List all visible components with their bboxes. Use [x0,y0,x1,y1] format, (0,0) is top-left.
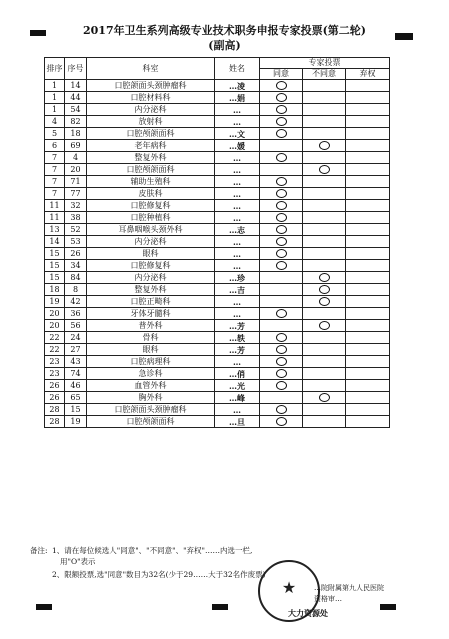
notes-line-2: 2、限额投票,选"同意"数目为32名(少于29……大于32名作废票) [52,570,266,579]
seq-cell: 84 [65,272,87,284]
rank-cell: 26 [45,392,65,404]
vote-abstain-cell[interactable] [346,272,390,284]
vote-agree-cell[interactable] [260,332,303,344]
col-header-vote-group: 专家投票 [260,58,390,69]
vote-circle-icon [276,129,287,138]
vote-circle-icon [276,117,287,126]
table-row [45,176,390,188]
notes-line-1: 1、请在每位候选人"同意"、"不同意"、"弃权"……内选一栏, [52,546,253,555]
table-row [45,260,390,272]
name-cell: … [215,356,260,368]
table-row [45,332,390,344]
seq-cell: 38 [65,212,87,224]
rank-cell: 7 [45,176,65,188]
rank-cell: 6 [45,140,65,152]
vote-disagree-cell[interactable] [303,128,346,140]
vote-circle-icon [276,417,287,426]
table-row [45,200,390,212]
notes-label: 备注: [30,546,48,555]
vote-disagree-cell[interactable] [303,380,346,392]
vote-abstain-cell[interactable] [346,92,390,104]
rank-cell: 15 [45,260,65,272]
name-cell: …娟 [215,92,260,104]
dept-cell: 整复外科 [87,284,215,296]
name-cell: … [215,176,260,188]
vote-agree-cell[interactable] [260,128,303,140]
table-row [45,152,390,164]
table-row [45,140,390,152]
vote-circle-icon [276,309,287,318]
seq-cell: 82 [65,116,87,128]
vote-abstain-cell[interactable] [346,212,390,224]
page-title: 2017年卫生系列高级专业技术职务申报专家投票(第二轮) [82,24,367,37]
dept-cell: 牙体牙髓科 [87,308,215,320]
vote-circle-icon [319,393,330,402]
vote-agree-cell[interactable] [260,176,303,188]
seq-cell: 74 [65,368,87,380]
vote-disagree-cell[interactable] [303,404,346,416]
name-cell: …媛 [215,140,260,152]
rank-cell: 22 [45,344,65,356]
rank-cell: 22 [45,332,65,344]
vote-disagree-cell[interactable] [303,92,346,104]
table-row [45,320,390,332]
name-cell: …芳 [215,344,260,356]
seq-cell: 43 [65,356,87,368]
rank-cell: 1 [45,80,65,92]
vote-agree-cell[interactable] [260,284,303,296]
name-cell: … [215,200,260,212]
name-cell: …吉 [215,284,260,296]
vote-circle-icon [276,201,287,210]
rank-cell: 15 [45,272,65,284]
dept-cell: 骨科 [87,332,215,344]
seq-cell: 26 [65,248,87,260]
vote-agree-cell[interactable] [260,104,303,116]
vote-agree-cell[interactable] [260,344,303,356]
vote-disagree-cell[interactable] [303,104,346,116]
vote-abstain-cell[interactable] [346,188,390,200]
dept-cell: 耳鼻咽喉头颈外科 [87,224,215,236]
seq-cell: 36 [65,308,87,320]
vote-agree-cell[interactable] [260,308,303,320]
dept-cell: 口腔颌面头颈肿瘤科 [87,404,215,416]
name-cell: …芳 [215,320,260,332]
col-header-dept: 科室 [87,58,215,80]
vote-disagree-cell[interactable] [303,392,346,404]
table-row [45,164,390,176]
table-row [45,344,390,356]
vote-abstain-cell[interactable] [346,308,390,320]
dept-cell: 口腔正畸科 [87,296,215,308]
vote-abstain-cell[interactable] [346,296,390,308]
col-header-abstain: 弃权 [346,69,390,80]
vote-agree-cell[interactable] [260,404,303,416]
vote-abstain-cell[interactable] [346,320,390,332]
dept-cell: 口腔种植科 [87,212,215,224]
vote-disagree-cell[interactable] [303,308,346,320]
page-subtitle: (副高) [208,39,241,52]
table-row [45,128,390,140]
rank-cell: 20 [45,308,65,320]
vote-circle-icon [276,345,287,354]
vote-disagree-cell[interactable] [303,188,346,200]
name-cell: … [215,308,260,320]
vote-disagree-cell[interactable] [303,368,346,380]
vote-abstain-cell[interactable] [346,224,390,236]
dept-cell: 放射科 [87,116,215,128]
rank-cell: 11 [45,212,65,224]
vote-disagree-cell[interactable] [303,212,346,224]
seq-cell: 8 [65,284,87,296]
dept-cell: 胸外科 [87,392,215,404]
name-cell: …峰 [215,392,260,404]
vote-abstain-cell[interactable] [346,236,390,248]
vote-abstain-cell[interactable] [346,164,390,176]
table-row [45,80,390,92]
table-row [45,416,390,428]
vote-abstain-cell[interactable] [346,392,390,404]
vote-circle-icon [276,405,287,414]
table-row [45,272,390,284]
vote-abstain-cell[interactable] [346,116,390,128]
name-cell: … [215,212,260,224]
dept-cell: 急诊科 [87,368,215,380]
vote-abstain-cell[interactable] [346,416,390,428]
vote-abstain-cell[interactable] [346,140,390,152]
vote-agree-cell[interactable] [260,80,303,92]
vote-abstain-cell[interactable] [346,356,390,368]
rank-cell: 19 [45,296,65,308]
table-row [45,392,390,404]
vote-circle-icon [276,225,287,234]
name-cell: … [215,296,260,308]
rank-cell: 15 [45,248,65,260]
dept-cell: 内分泌科 [87,272,215,284]
vote-disagree-cell[interactable] [303,116,346,128]
dept-cell: 口腔材料科 [87,92,215,104]
vote-agree-cell[interactable] [260,140,303,152]
dept-cell: 血管外科 [87,380,215,392]
name-cell: …珍 [215,272,260,284]
vote-agree-cell[interactable] [260,200,303,212]
vote-circle-icon [319,297,330,306]
vote-agree-cell[interactable] [260,392,303,404]
name-cell: … [215,260,260,272]
vote-agree-cell[interactable] [260,224,303,236]
seq-cell: 20 [65,164,87,176]
vote-disagree-cell[interactable] [303,224,346,236]
vote-agree-cell[interactable] [260,188,303,200]
registration-mark-bottom-left [36,604,52,610]
col-header-seq: 序号 [65,58,87,80]
col-header-name: 姓名 [215,58,260,80]
seq-cell: 14 [65,80,87,92]
vote-abstain-cell[interactable] [346,128,390,140]
registration-mark-bottom-center [212,604,228,610]
notes-line-1b: 用"O"表示 [60,557,96,566]
vote-circle-icon [276,369,287,378]
name-cell: …俏 [215,368,260,380]
vote-disagree-cell[interactable] [303,320,346,332]
table-row [45,104,390,116]
rank-cell: 14 [45,236,65,248]
table-row [45,356,390,368]
dept-cell: 整复外科 [87,152,215,164]
vote-disagree-cell[interactable] [303,152,346,164]
rank-cell: 20 [45,320,65,332]
seq-cell: 18 [65,128,87,140]
dept-cell: 口腔病理科 [87,356,215,368]
table-row [45,380,390,392]
dept-cell: 口腔颌面头颈肿瘤科 [87,80,215,92]
seq-cell: 15 [65,404,87,416]
rank-cell: 23 [45,356,65,368]
seq-cell: 44 [65,92,87,104]
dept-cell: 内分泌科 [87,236,215,248]
vote-disagree-cell[interactable] [303,272,346,284]
vote-circle-icon [276,81,287,90]
vote-circle-icon [276,189,287,198]
rank-cell: 13 [45,224,65,236]
rank-cell: 28 [45,404,65,416]
table-row [45,404,390,416]
vote-circle-icon [276,249,287,258]
col-header-disagree: 不同意 [303,69,346,80]
name-cell: … [215,188,260,200]
table-row [45,248,390,260]
dept-cell: 眼科 [87,248,215,260]
vote-abstain-cell[interactable] [346,380,390,392]
vote-circle-icon [319,141,330,150]
rank-cell: 7 [45,164,65,176]
seq-cell: 53 [65,236,87,248]
vote-circle-icon [276,177,287,186]
vote-disagree-cell[interactable] [303,296,346,308]
vote-abstain-cell[interactable] [346,344,390,356]
col-header-agree: 同意 [260,69,303,80]
dept-cell: 老年病科 [87,140,215,152]
seq-cell: 34 [65,260,87,272]
vote-disagree-cell[interactable] [303,164,346,176]
seq-cell: 69 [65,140,87,152]
rank-cell: 11 [45,200,65,212]
vote-abstain-cell[interactable] [346,404,390,416]
vote-agree-cell[interactable] [260,212,303,224]
vote-circle-icon [276,381,287,390]
seq-cell: 65 [65,392,87,404]
rank-cell: 1 [45,92,65,104]
vote-disagree-cell[interactable] [303,176,346,188]
vote-agree-cell[interactable] [260,416,303,428]
dept-cell: 辅助生殖科 [87,176,215,188]
registration-mark-bottom-right [380,604,396,610]
vote-disagree-cell[interactable] [303,236,346,248]
vote-circle-icon [276,261,287,270]
seq-cell: 52 [65,224,87,236]
vote-agree-cell[interactable] [260,296,303,308]
dept-cell: 口腔颅颌面科 [87,164,215,176]
rank-cell: 7 [45,188,65,200]
seq-cell: 46 [65,380,87,392]
vote-disagree-cell[interactable] [303,80,346,92]
table-row [45,296,390,308]
name-cell: …文 [215,128,260,140]
seq-cell: 4 [65,152,87,164]
seq-cell: 71 [65,176,87,188]
rank-cell: 28 [45,416,65,428]
vote-disagree-cell[interactable] [303,416,346,428]
vote-abstain-cell[interactable] [346,104,390,116]
department-signature: 大力资源处 [288,608,328,618]
vote-abstain-cell[interactable] [346,80,390,92]
vote-abstain-cell[interactable] [346,200,390,212]
vote-circle-icon [319,285,330,294]
rank-cell: 5 [45,128,65,140]
vote-agree-cell[interactable] [260,272,303,284]
vote-abstain-cell[interactable] [346,332,390,344]
rank-cell: 4 [45,116,65,128]
vote-circle-icon [276,357,287,366]
vote-abstain-cell[interactable] [346,248,390,260]
vote-agree-cell[interactable] [260,92,303,104]
vote-abstain-cell[interactable] [346,284,390,296]
vote-disagree-cell[interactable] [303,140,346,152]
vote-circle-icon [276,237,287,246]
vote-agree-cell[interactable] [260,152,303,164]
table-row [45,284,390,296]
dept-cell: 口腔修复科 [87,200,215,212]
vote-disagree-cell[interactable] [303,344,346,356]
seq-cell: 56 [65,320,87,332]
table-row [45,92,390,104]
table-body [45,80,390,428]
vote-abstain-cell[interactable] [346,152,390,164]
name-cell: … [215,404,260,416]
vote-disagree-cell[interactable] [303,332,346,344]
seal-subtext: 资格审… [314,595,342,603]
vote-agree-cell[interactable] [260,356,303,368]
name-cell: … [215,236,260,248]
vote-agree-cell[interactable] [260,260,303,272]
seq-cell: 27 [65,344,87,356]
seal-text: …院附属第九人民医院 [314,584,384,592]
table-row [45,308,390,320]
vote-abstain-cell[interactable] [346,260,390,272]
vote-agree-cell[interactable] [260,116,303,128]
dept-cell: 内分泌科 [87,104,215,116]
table-row [45,224,390,236]
dept-cell: 普外科 [87,320,215,332]
rank-cell: 1 [45,104,65,116]
table-row [45,236,390,248]
vote-agree-cell[interactable] [260,368,303,380]
vote-disagree-cell[interactable] [303,248,346,260]
vote-abstain-cell[interactable] [346,368,390,380]
seq-cell: 19 [65,416,87,428]
vote-circle-icon [319,321,330,330]
vote-agree-cell[interactable] [260,320,303,332]
vote-disagree-cell[interactable] [303,260,346,272]
vote-agree-cell[interactable] [260,164,303,176]
vote-abstain-cell[interactable] [346,176,390,188]
vote-circle-icon [319,165,330,174]
rank-cell: 23 [45,368,65,380]
table-row [45,212,390,224]
vote-agree-cell[interactable] [260,380,303,392]
seal-star-icon: ★ [281,578,297,597]
vote-circle-icon [276,153,287,162]
dept-cell: 口腔颅颌面科 [87,128,215,140]
table-row [45,188,390,200]
vote-disagree-cell[interactable] [303,200,346,212]
name-cell: … [215,248,260,260]
rank-cell: 26 [45,380,65,392]
seq-cell: 54 [65,104,87,116]
seq-cell: 32 [65,200,87,212]
vote-disagree-cell[interactable] [303,356,346,368]
name-cell: …志 [215,224,260,236]
vote-disagree-cell[interactable] [303,284,346,296]
seq-cell: 24 [65,332,87,344]
name-cell: … [215,116,260,128]
vote-agree-cell[interactable] [260,248,303,260]
col-header-rank: 排序 [45,58,65,80]
vote-circle-icon [276,213,287,222]
rank-cell: 7 [45,152,65,164]
name-cell: …轶 [215,332,260,344]
table-row [45,116,390,128]
vote-circle-icon [276,93,287,102]
name-cell: … [215,152,260,164]
name-cell: … [215,164,260,176]
seq-cell: 42 [65,296,87,308]
dept-cell: 口腔颅颌面科 [87,416,215,428]
seq-cell: 77 [65,188,87,200]
dept-cell: 皮肤科 [87,188,215,200]
vote-agree-cell[interactable] [260,236,303,248]
dept-cell: 眼科 [87,344,215,356]
rank-cell: 18 [45,284,65,296]
vote-circle-icon [319,273,330,282]
vote-circle-icon [276,333,287,342]
name-cell: …光 [215,380,260,392]
dept-cell: 口腔修复科 [87,260,215,272]
name-cell: …旦 [215,416,260,428]
candidate-table [44,57,390,428]
table-row [45,368,390,380]
vote-circle-icon [276,105,287,114]
name-cell: …凌 [215,80,260,92]
name-cell: … [215,104,260,116]
